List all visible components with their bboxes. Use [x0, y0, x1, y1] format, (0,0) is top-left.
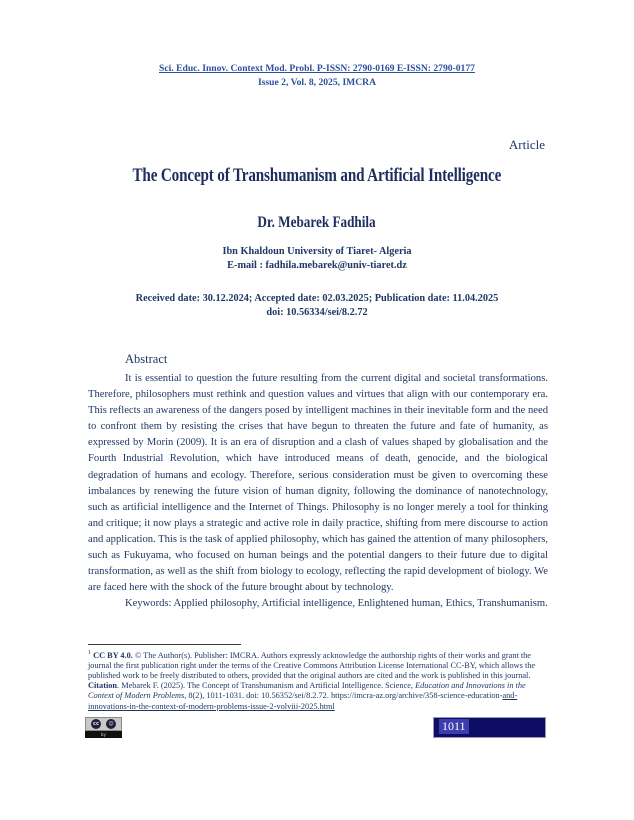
citation-url-part1[interactable]: https://imcra-az.org/archive/358-science-education- [330, 691, 503, 701]
affiliation-block [0, 245, 634, 272]
paper-title-text: The Concept of Transhumanism and Artificial Intelligence [132, 166, 502, 186]
cc-by-person-icon: ☺ [106, 719, 116, 729]
footnote-marker: 1 [88, 650, 91, 656]
author-name [0, 214, 634, 232]
dates-block [0, 292, 634, 319]
keywords-paragraph: Keywords: Applied philosophy, Artificial intelligence, Enlightened human, Ethics, Transhumanism. [125, 598, 548, 610]
citation-url-link[interactable]: and-innovations-in-the-context-of-modern-problems-issue-2-volviii-2025.html [88, 691, 518, 711]
cc-by-license-badge[interactable] [85, 717, 122, 739]
journal-header [0, 62, 634, 89]
citation-text-2: , 8(2), 1011-1031. doi: 10.56352/sei/8.2.72. [184, 691, 331, 701]
dates-line: Received date: 30.12.2024; Accepted date: 02.03.2025; Publication date: 11.04.2025 [135, 293, 499, 304]
footnote-separator [88, 644, 241, 645]
cc-badge-bottom-bar [85, 731, 122, 738]
paper-title [0, 166, 634, 187]
license-text: © The Author(s). Publisher: IMCRA. Authors expressly acknowledge the authorship rights of their works and grant the journal the first publication right under the terms of the Creative Commons Attribution License International CC-BY, which allows the published work to be freely distributed to others, provided that the original authors are cited and the work is published in this journal. [88, 650, 536, 681]
doi-line: doi: 10.56334/sei/8.2.72 [266, 306, 368, 318]
email-line: E-mail : fadhila.mebarek@univ-tiaret.dz [227, 259, 407, 271]
cc-badge-by-label: by [101, 731, 106, 737]
journal-issue-line: Issue 2, Vol. 8, 2025, IMCRA [257, 76, 377, 88]
citation-label: Citation [88, 681, 118, 691]
abstract-paragraph: It is essential to question the future resulting from the current digital and societal transformations. Therefore, philosophers must rethink and question values and virtues that align with our contemporary era. This reflects an awareness of the dangers posed by intelligent machines in their inevitable form and the need to confront them by resisting the crises that have begun to threaten the future and fate of humanity, as expressed by Morin (2009). It is an era of disruption and a clash of values shaped by globalisation and the Fourth Industrial Revolution, which have introduced means of death, genocide, and the biological degradation of humans and ecology. Therefore, serious consideration must be given to overcoming these imbalances by renewing the future vision of human dignity, following the dominance of nanotechnology, such as artificial intelligence and the Internet of Things. Philosophy is no longer merely a tool for thinking and critique; it now plays a strategic and active role in daily practice, shifting from mere discourse to action and application. This is the task of applied philosophy, which has gained the attention of many philosophers, such as Fukuyama, who focused on human beings and the potential dangers to their future due to digital transformation, as well as the shift from biology to ecology, reflecting the rapid development of biology. We are faced here with the shock of the future brought about by technology. [88, 373, 548, 594]
license-footnote [88, 648, 548, 681]
journal-title-link[interactable]: Sci. Educ. Innov. Context Mod. Probl. P-ISSN: 2790-0169 E-ISSN: 2790-0177 [159, 63, 475, 74]
article-type-label: Article [508, 137, 545, 152]
citation-text-1: . Mebarek F. (2025). The Concept of Transhumanism and Artificial Intelligence. Science, [117, 681, 416, 691]
citation-journal-name: Education and Innovations in the Context of Modern Problems [88, 681, 526, 701]
page-number: 1011 [439, 719, 469, 734]
cc-badge-top [85, 717, 122, 731]
cc-icon: cc [91, 719, 101, 729]
page-number-box [433, 717, 546, 738]
affiliation-line: Ibn Khaldoun University of Tiaret- Algeria [222, 246, 412, 257]
author-name-text: Dr. Mebarek Fadhila [257, 214, 377, 231]
license-name: CC BY 4.0. [93, 650, 133, 660]
citation-footnote [88, 681, 548, 711]
footnote-block [88, 644, 548, 712]
abstract-body [88, 371, 548, 612]
abstract-heading: Abstract [125, 352, 168, 366]
